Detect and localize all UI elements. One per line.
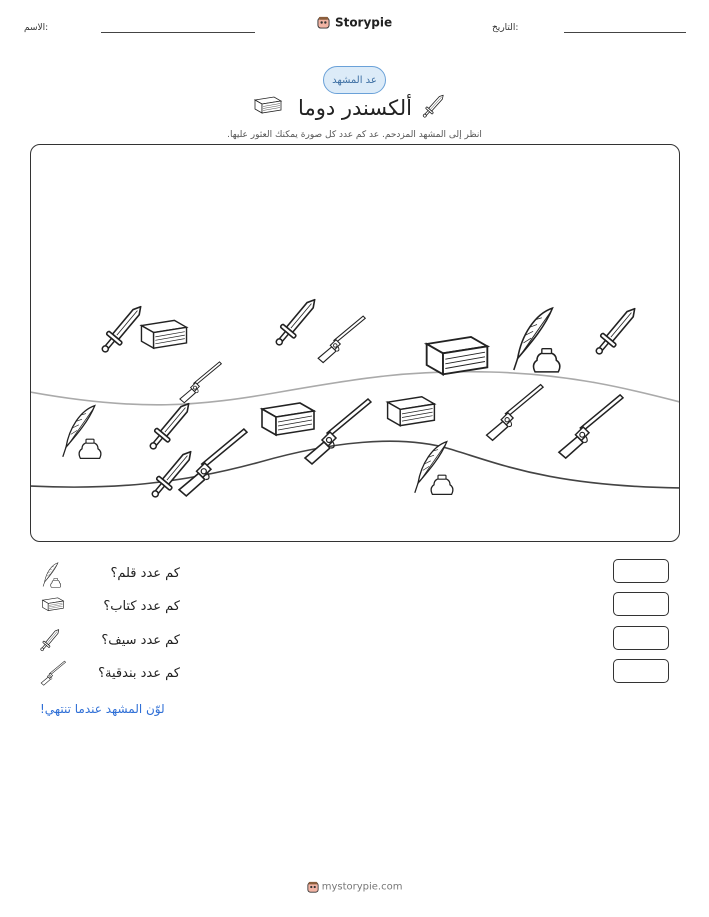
sword-4 xyxy=(144,398,195,454)
storypie-logo-icon xyxy=(307,881,319,893)
name-field[interactable] xyxy=(101,32,255,33)
book-1 xyxy=(141,320,186,348)
footer-site[interactable]: mystorypie.com xyxy=(321,881,403,893)
answer-box-book[interactable] xyxy=(613,592,669,616)
page-title: ألكسندر دوما xyxy=(298,96,412,120)
answer-box-sword[interactable] xyxy=(613,626,669,650)
question-quill: كم عدد قلم؟ xyxy=(110,566,180,581)
sword-2 xyxy=(270,294,321,350)
musket-3 xyxy=(487,385,544,441)
sword-1 xyxy=(96,301,147,357)
quill-inkwell-3 xyxy=(415,442,453,495)
brand xyxy=(0,12,709,31)
musket-4 xyxy=(559,395,623,458)
brand-name: Storypie xyxy=(334,15,393,30)
musket-1 xyxy=(318,316,365,362)
book-2 xyxy=(427,337,488,374)
book-icon xyxy=(41,597,65,613)
book-4 xyxy=(388,397,435,426)
date-field[interactable] xyxy=(564,32,686,33)
quill-inkwell-1 xyxy=(514,308,560,372)
instructions: انظر إلى المشهد المزدحم. عد كم عدد كل صورة يمكنك العثور عليها. xyxy=(227,130,482,140)
sword-3 xyxy=(590,303,641,359)
storypie-logo-icon xyxy=(317,16,330,29)
activity-badge: عد المشهد xyxy=(323,66,386,94)
date-label: التاريخ: xyxy=(492,23,519,33)
hill-line-back xyxy=(30,372,680,405)
answer-box-quill[interactable] xyxy=(613,559,669,583)
question-musket: كم عدد بندقية؟ xyxy=(98,666,180,681)
question-book: كم عدد كتاب؟ xyxy=(103,599,180,614)
musket-6 xyxy=(179,429,247,496)
musket-5 xyxy=(305,399,371,464)
answer-box-musket[interactable] xyxy=(613,659,669,683)
coloring-note: لوّن المشهد عندما تنتهي! xyxy=(40,702,165,716)
hill-line-front xyxy=(30,441,680,488)
musket-icon xyxy=(40,660,66,686)
quill-inkwell-icon xyxy=(40,562,64,588)
sword-icon xyxy=(37,626,63,654)
question-sword: كم عدد سيف؟ xyxy=(101,633,180,648)
book-3 xyxy=(262,403,314,435)
footer xyxy=(0,881,709,893)
name-label: الاسم: xyxy=(24,23,49,33)
quill-inkwell-2 xyxy=(63,406,101,459)
counting-scene xyxy=(30,144,680,542)
musket-2 xyxy=(180,362,221,403)
